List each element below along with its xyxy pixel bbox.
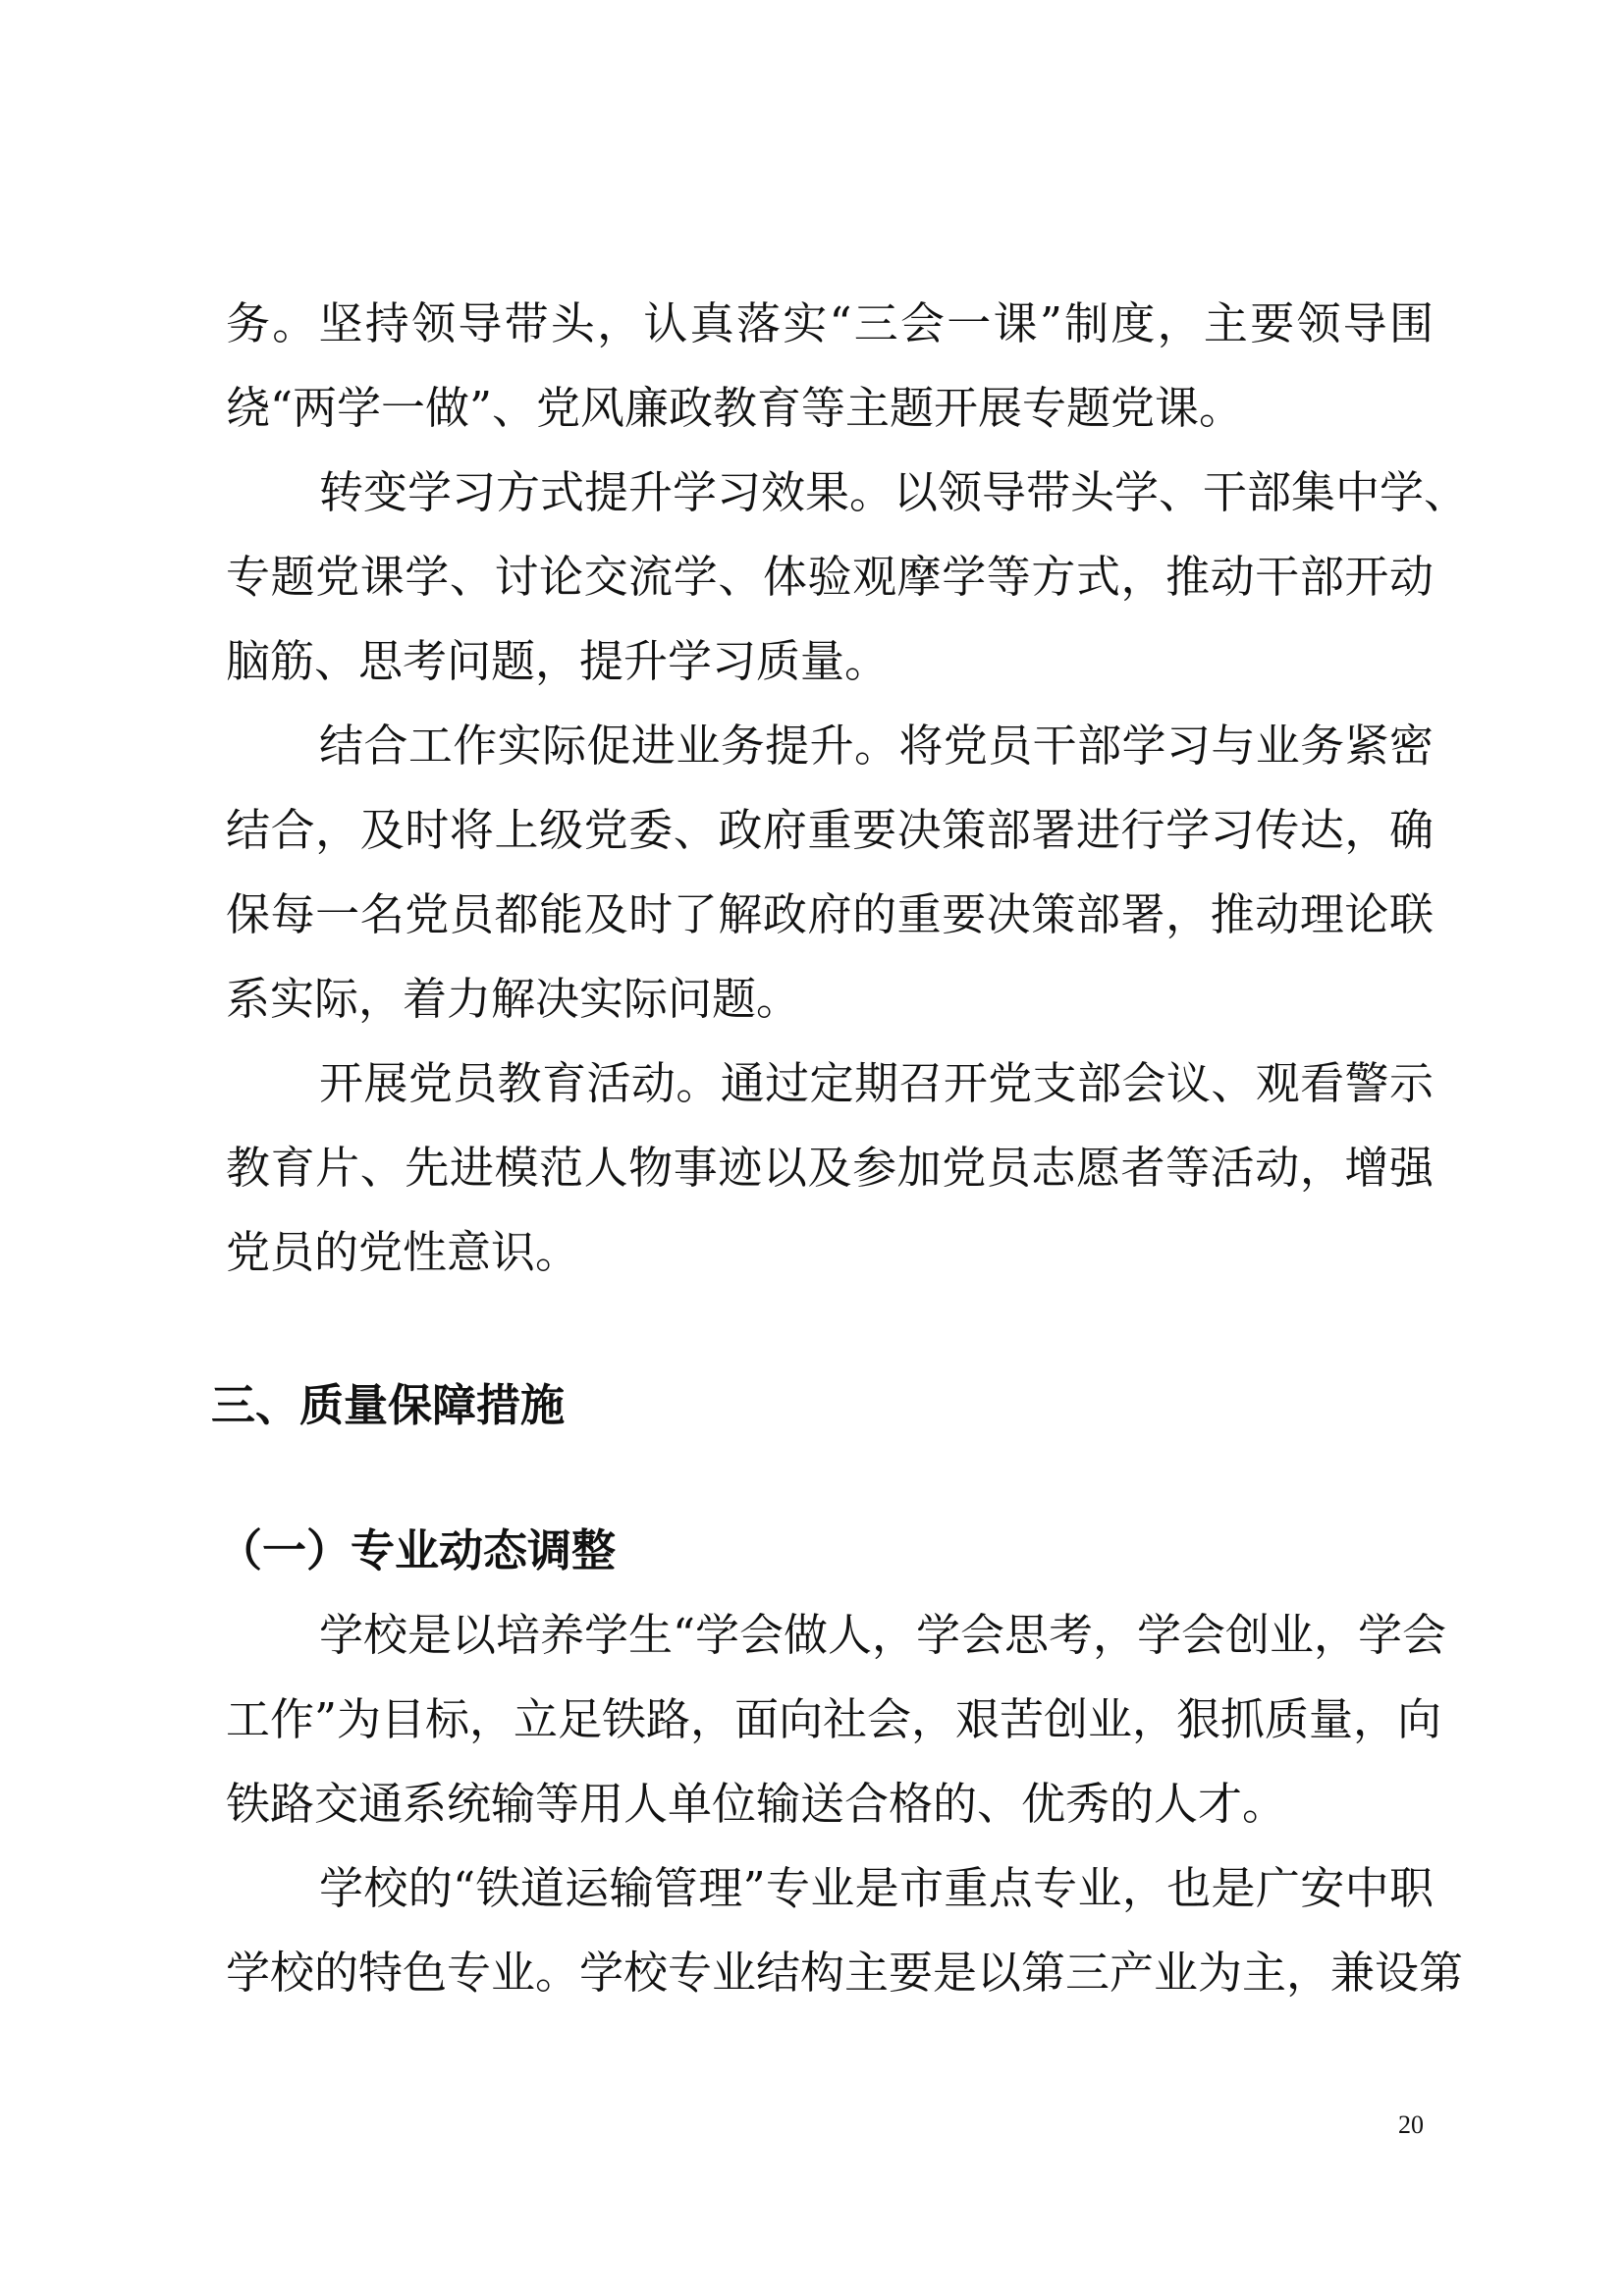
section-heading: 三、质量保障措施 bbox=[211, 1379, 566, 1431]
paragraph-line: 学校是以培养学生“学会做人，学会思考，学会创业，学会 bbox=[319, 1609, 1447, 1661]
paragraph-line: 结合，及时将上级党委、政府重要决策部署进行学习传达，确 bbox=[226, 804, 1434, 856]
paragraph-line: 学校的特色专业。学校专业结构主要是以第三产业为主，兼设第 bbox=[226, 1947, 1464, 1999]
paragraph-line: 务。坚持领导带头，认真落实“三会一课”制度，主要领导围 bbox=[226, 297, 1434, 349]
paragraph-line: 铁路交通系统输等用人单位输送合格的、优秀的人才。 bbox=[226, 1778, 1287, 1830]
paragraph-line: 党员的党性意识。 bbox=[226, 1226, 580, 1278]
paragraph-line: 工作”为目标，立足铁路，面向社会，艰苦创业，狠抓质量，向 bbox=[226, 1693, 1442, 1745]
paragraph-line: 学校的“铁道运输管理”专业是市重点专业，也是广安中职 bbox=[319, 1862, 1434, 1914]
paragraph-line: 结合工作实际促进业务提升。将党员干部学习与业务紧密 bbox=[319, 720, 1434, 772]
subsection-heading: （一）专业动态调整 bbox=[218, 1524, 617, 1576]
paragraph-line: 转变学习方式提升学习效果。以领导带头学、干部集中学、 bbox=[319, 466, 1469, 518]
paragraph-line: 开展党员教育活动。通过定期召开党支部会议、观看警示 bbox=[319, 1057, 1434, 1109]
paragraph-line: 绕“两学一做”、党风廉政教育等主题开展专题党课。 bbox=[226, 382, 1244, 434]
paragraph-line: 教育片、先进模范人物事迹以及参加党员志愿者等活动，增强 bbox=[226, 1142, 1434, 1194]
paragraph-line: 保每一名党员都能及时了解政府的重要决策部署，推动理论联 bbox=[226, 888, 1434, 940]
paragraph-line: 系实际，着力解决实际问题。 bbox=[226, 973, 801, 1025]
paragraph-line: 脑筋、思考问题，提升学习质量。 bbox=[226, 635, 890, 687]
paragraph-line: 专题党课学、讨论交流学、体验观摩学等方式，推动干部开动 bbox=[226, 551, 1434, 603]
page-number: 20 bbox=[1398, 2110, 1424, 2139]
